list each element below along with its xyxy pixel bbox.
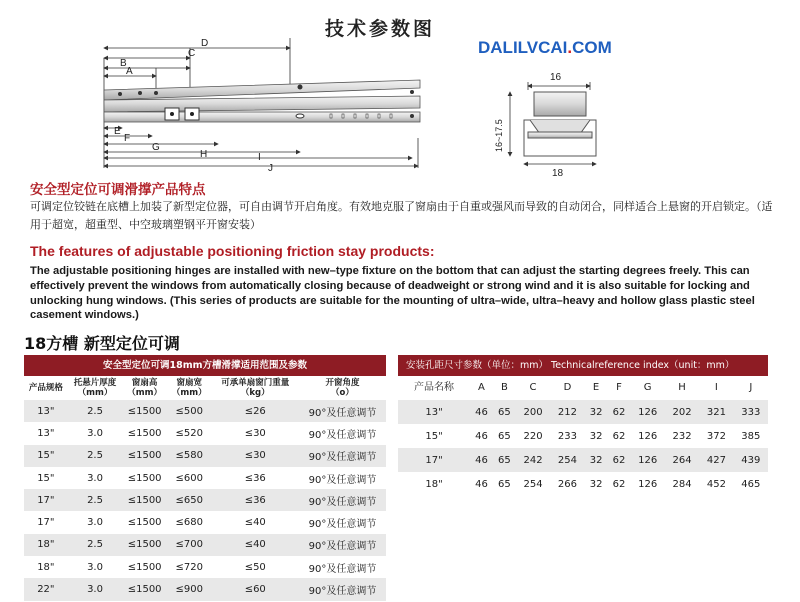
table-cell: 13" xyxy=(398,400,470,424)
table-cell: 3.0 xyxy=(68,578,123,600)
table-cell: 17" xyxy=(398,448,470,472)
dim-label-j: J xyxy=(268,163,273,174)
table-cell: ≤700 xyxy=(167,534,212,556)
dimension-table-body xyxy=(398,400,768,496)
brand-name: DALILVCAI xyxy=(478,38,568,57)
table-cell: 3.0 xyxy=(68,422,123,444)
dim-labels-top xyxy=(120,38,208,77)
table-cell: ≤650 xyxy=(167,489,212,511)
page-title: 技术参数图 xyxy=(324,18,435,40)
table-cell: 126 xyxy=(630,472,664,496)
table-cell: 32 xyxy=(585,472,608,496)
table-header-cell: 开窗角度 （o） xyxy=(325,378,360,398)
table-cell: 13" xyxy=(24,400,68,422)
table-cell: 200 xyxy=(516,400,550,424)
dimension-table xyxy=(398,355,768,496)
features-body-zh: 可调定位铰链在底槽上加装了新型定位器，可自由调节开启角度。有效地克服了窗扇由于自重或强风而导致的自动闭合，同样适合上悬窗的开启锁定。（适用于超宽，超重型、中空玻璃塑钢平开窗安装） xyxy=(30,200,773,231)
table-cell: 62 xyxy=(608,448,631,472)
table-cell: 32 xyxy=(585,424,608,448)
table-cell: 46 xyxy=(470,424,493,448)
table-cell: 90°及任意调节 xyxy=(299,467,386,489)
table-cell: 15" xyxy=(398,424,470,448)
table-cell: ≤1500 xyxy=(122,534,167,556)
table-cell: 62 xyxy=(608,400,631,424)
table-cell: 233 xyxy=(550,424,584,448)
table-cell: 126 xyxy=(630,424,664,448)
section-width-top: 16 xyxy=(550,72,562,83)
table-cell: ≤1500 xyxy=(122,556,167,578)
table-cell: 220 xyxy=(516,424,550,448)
features-heading-en: The features of adjustable positioning friction stay products: xyxy=(30,243,435,259)
table-cell: 15" xyxy=(24,445,68,467)
table-cell: 32 xyxy=(585,448,608,472)
spec-table-caption: 安全型定位可调18mm方槽滑撑适用范围及参数 xyxy=(24,355,386,376)
table-row xyxy=(24,578,386,600)
table-cell: 385 xyxy=(734,424,768,448)
table-cell: 65 xyxy=(493,448,516,472)
table-cell: 18" xyxy=(398,472,470,496)
table-row xyxy=(398,400,768,424)
table-row xyxy=(398,424,768,448)
table-cell: 372 xyxy=(699,424,733,448)
table-header-cell: F xyxy=(616,382,622,393)
table-cell: 17" xyxy=(24,489,68,511)
table-cell: 90°及任意调节 xyxy=(299,556,386,578)
table-cell: ≤1500 xyxy=(122,445,167,467)
table-cell: 90°及任意调节 xyxy=(299,511,386,533)
table-cell: 2.5 xyxy=(68,489,123,511)
table-cell: ≤680 xyxy=(167,511,212,533)
table-cell: ≤1500 xyxy=(122,400,167,422)
profile-cross-section xyxy=(510,72,596,178)
table-header-cell: E xyxy=(592,382,600,393)
section-width-bottom: 18 xyxy=(552,168,564,178)
table-cell: 126 xyxy=(630,400,664,424)
friction-stay-body xyxy=(104,80,420,122)
table-cell: 90°及任意调节 xyxy=(299,534,386,556)
table-cell: ≤1500 xyxy=(122,422,167,444)
table-cell: ≤1500 xyxy=(122,511,167,533)
table-cell: 18" xyxy=(24,534,68,556)
dim-label-c: C xyxy=(188,48,196,59)
table-header-cell: 窗扇宽 （mm） xyxy=(171,378,207,398)
table-cell: ≤1500 xyxy=(122,489,167,511)
table-cell: ≤40 xyxy=(212,511,299,533)
table-row xyxy=(24,422,386,444)
table-cell: 46 xyxy=(470,400,493,424)
table-cell: 90°及任意调节 xyxy=(299,489,386,511)
table-cell: 333 xyxy=(734,400,768,424)
table-cell: 46 xyxy=(470,448,493,472)
spec-table-header-row xyxy=(24,376,386,400)
table-cell: ≤36 xyxy=(212,467,299,489)
table-header-cell: 托悬片厚度 （mm） xyxy=(73,378,117,398)
table-cell: 65 xyxy=(493,424,516,448)
table-cell: ≤30 xyxy=(212,422,299,444)
section-subtitle: 18方槽 新型定位可调 xyxy=(24,334,180,353)
table-cell: 90°及任意调节 xyxy=(299,445,386,467)
table-cell: 3.0 xyxy=(68,511,123,533)
table-row xyxy=(24,489,386,511)
table-header-cell: 产品规格 xyxy=(28,383,63,393)
table-cell: 452 xyxy=(699,472,733,496)
spec-table-body xyxy=(24,400,386,601)
technical-drawing xyxy=(90,28,610,178)
dim-label-i: I xyxy=(258,152,261,163)
table-cell: ≤60 xyxy=(212,578,299,600)
table-cell: ≤36 xyxy=(212,489,299,511)
table-cell: 3.0 xyxy=(68,467,123,489)
table-header-cell: D xyxy=(563,382,572,393)
table-cell: 62 xyxy=(608,424,631,448)
table-cell: ≤40 xyxy=(212,534,299,556)
brand-dot: . xyxy=(567,38,573,57)
table-header-cell: H xyxy=(678,382,686,393)
table-header-cell: A xyxy=(478,382,485,393)
table-cell: 22" xyxy=(24,578,68,600)
table-header-cell: B xyxy=(500,382,508,393)
table-cell: 18" xyxy=(24,556,68,578)
dim-label-f: F xyxy=(124,133,131,144)
table-row xyxy=(24,445,386,467)
table-cell: ≤900 xyxy=(167,578,212,600)
table-row xyxy=(24,467,386,489)
table-header-cell: C xyxy=(529,382,537,393)
table-cell: ≤26 xyxy=(212,400,299,422)
table-cell: 90°及任意调节 xyxy=(299,422,386,444)
table-row xyxy=(24,534,386,556)
dim-label-d: D xyxy=(201,38,209,49)
table-header-cell: 产品名称 xyxy=(414,382,454,393)
table-cell: 242 xyxy=(516,448,550,472)
table-row xyxy=(398,448,768,472)
table-cell: 439 xyxy=(734,448,768,472)
table-cell: 232 xyxy=(665,424,699,448)
table-cell: 15" xyxy=(24,467,68,489)
features-body-en: The adjustable positioning hinges are installed with new–type fixture on the bottom that can adjust the starting degrees freely. This can effectively prevent the windows from automatically closing because of deadweight or strong wind and it is also suitable for locking and unlocking hung windows. (This series of products are suitable for the mounting of ultra–wide, ultra–heavy and hollow glass plastic steel casement windows.) xyxy=(30,265,755,322)
table-row xyxy=(398,472,768,496)
table-cell: ≤50 xyxy=(212,556,299,578)
table-cell: 465 xyxy=(734,472,768,496)
table-cell: 46 xyxy=(470,472,493,496)
table-cell: 2.5 xyxy=(68,445,123,467)
table-row xyxy=(24,511,386,533)
dimension-table-header-row xyxy=(398,376,768,400)
table-cell: 321 xyxy=(699,400,733,424)
table-cell: 2.5 xyxy=(68,400,123,422)
table-header-cell: 可承单扇窗门重量 （kg） xyxy=(221,378,290,398)
table-cell: 254 xyxy=(550,448,584,472)
table-header-cell: 窗扇高 （mm） xyxy=(127,378,162,398)
table-cell: 90°及任意调节 xyxy=(299,578,386,600)
table-cell: 254 xyxy=(516,472,550,496)
table-cell: 264 xyxy=(665,448,699,472)
dimension-table-caption: 安装孔距尺寸参数（单位：mm） Technicalreference index（unit：mm） xyxy=(398,355,768,376)
table-cell: 3.0 xyxy=(68,556,123,578)
table-cell: 32 xyxy=(585,400,608,424)
dim-label-g: G xyxy=(152,142,160,153)
section-height: 16~17.5 xyxy=(494,119,504,152)
table-cell: 65 xyxy=(493,472,516,496)
table-cell: 65 xyxy=(493,400,516,424)
table-cell: 90°及任意调节 xyxy=(299,400,386,422)
table-cell: ≤580 xyxy=(167,445,212,467)
table-row xyxy=(24,400,386,422)
table-cell: ≤520 xyxy=(167,422,212,444)
dim-label-b: B xyxy=(120,58,127,69)
dim-label-a: A xyxy=(126,66,133,77)
table-cell: 212 xyxy=(550,400,584,424)
table-cell: 13" xyxy=(24,422,68,444)
table-cell: 427 xyxy=(699,448,733,472)
brand-tld: COM xyxy=(572,38,612,57)
table-cell: ≤30 xyxy=(212,445,299,467)
table-cell: ≤500 xyxy=(167,400,212,422)
table-row xyxy=(24,556,386,578)
dim-label-h: H xyxy=(200,149,208,160)
table-cell: ≤720 xyxy=(167,556,212,578)
table-cell: 266 xyxy=(550,472,584,496)
dim-labels-bottom xyxy=(114,126,273,174)
table-cell: ≤1500 xyxy=(122,578,167,600)
spec-table xyxy=(24,355,386,601)
table-cell: 284 xyxy=(665,472,699,496)
table-header-cell: I xyxy=(714,382,718,393)
features-heading-zh: 安全型定位可调滑撑产品特点 xyxy=(30,182,206,198)
table-header-cell: G xyxy=(643,382,652,393)
table-cell: 2.5 xyxy=(68,534,123,556)
table-cell: ≤1500 xyxy=(122,467,167,489)
dim-label-e: E xyxy=(114,126,121,137)
table-cell: 17" xyxy=(24,511,68,533)
table-cell: ≤600 xyxy=(167,467,212,489)
table-cell: 202 xyxy=(665,400,699,424)
table-cell: 126 xyxy=(630,448,664,472)
table-cell: 62 xyxy=(608,472,631,496)
table-header-cell: J xyxy=(749,382,753,393)
